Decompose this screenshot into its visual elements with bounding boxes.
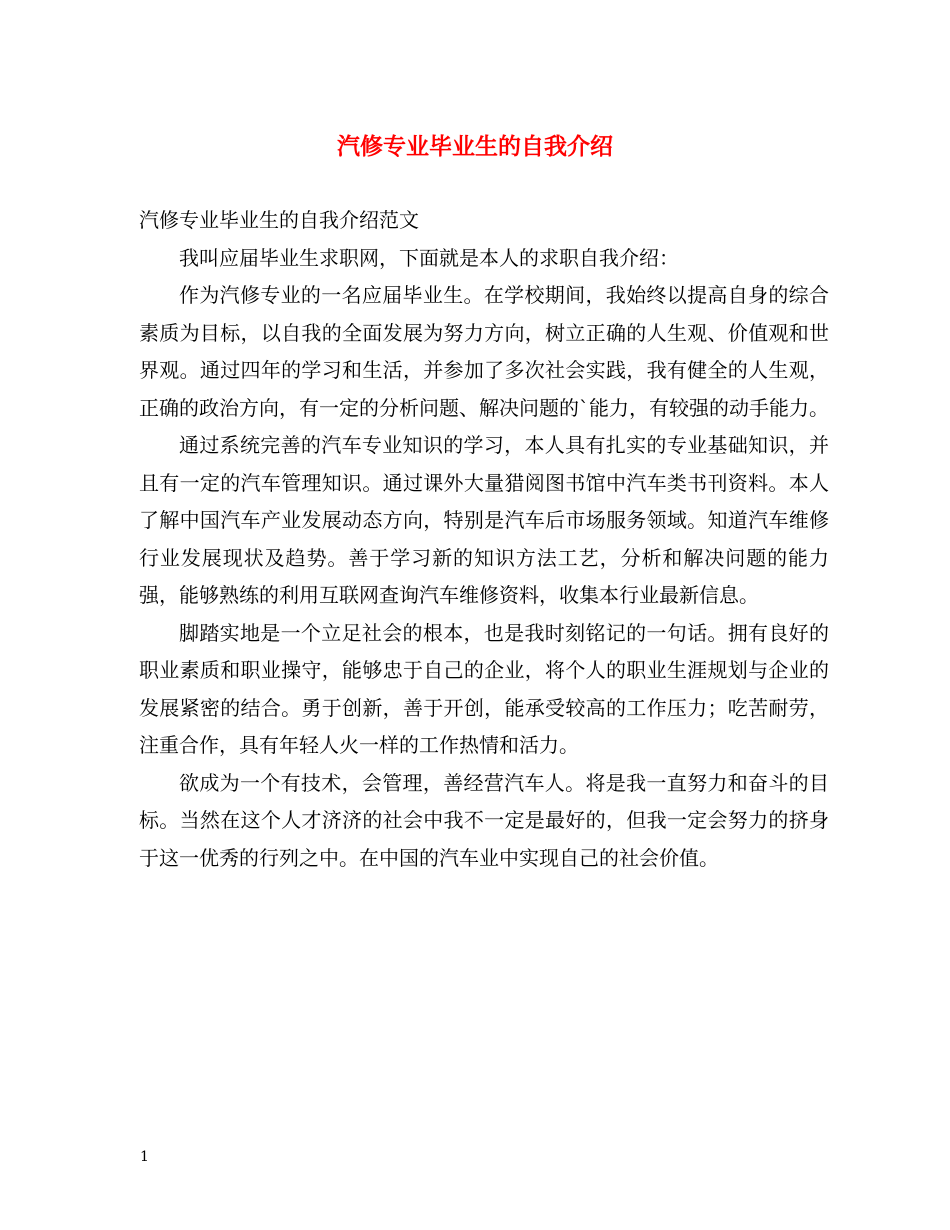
page-number: 1 [140,1149,149,1165]
paragraph-goal: 欲成为一个有技术，会管理，善经营汽车人。将是我一直努力和奋斗的目标。当然在这个人才济济的社会中我不一定是最好的，但我一定会努力的挤身于这一优秀的行列之中。在中国的汽车业中实现自己的社会价值。 [139,770,829,870]
document-subtitle: 汽修专业毕业生的自我介绍范文 [139,208,419,232]
document-title: 汽修专业毕业生的自我介绍 [337,133,613,160]
paragraph-knowledge: 通过系统完善的汽车专业知识的学习，本人具有扎实的专业基础知识，并且有一定的汽车管理知识。通过课外大量猎阅图书馆中汽车类书刊资料。本人了解中国汽车产业发展动态方向，特别是汽车后市场服务领域。知道汽车维修行业发展现状及趋势。善于学习新的知识方法工艺，分析和解决问题的能力强，能够熟练的利用互联网查询汽车维修资料，收集本行业最新信息。 [139,433,829,607]
paragraph-character: 脚踏实地是一个立足社会的根本，也是我时刻铭记的一句话。拥有良好的职业素质和职业操守，能够忠于自己的企业，将个人的职业生涯规划与企业的发展紧密的结合。勇于创新，善于开创，能承受较高的工作压力；吃苦耐劳，注重合作，具有年轻人火一样的工作热情和活力。 [139,620,829,757]
paragraph-intro: 我叫应届毕业生求职网，下面就是本人的求职自我介绍： [179,245,679,270]
paragraph-background: 作为汽修专业的一名应届毕业生。在学校期间，我始终以提高自身的综合素质为目标，以自我的全面发展为努力方向，树立正确的人生观、价值观和世界观。通过四年的学习和生活，并参加了多次社会实践，我有健全的人生观，正确的政治方向，有一定的分析问题、解决问题的`能力，有较强的动手能力。 [139,283,829,420]
document-body [139,202,829,877]
